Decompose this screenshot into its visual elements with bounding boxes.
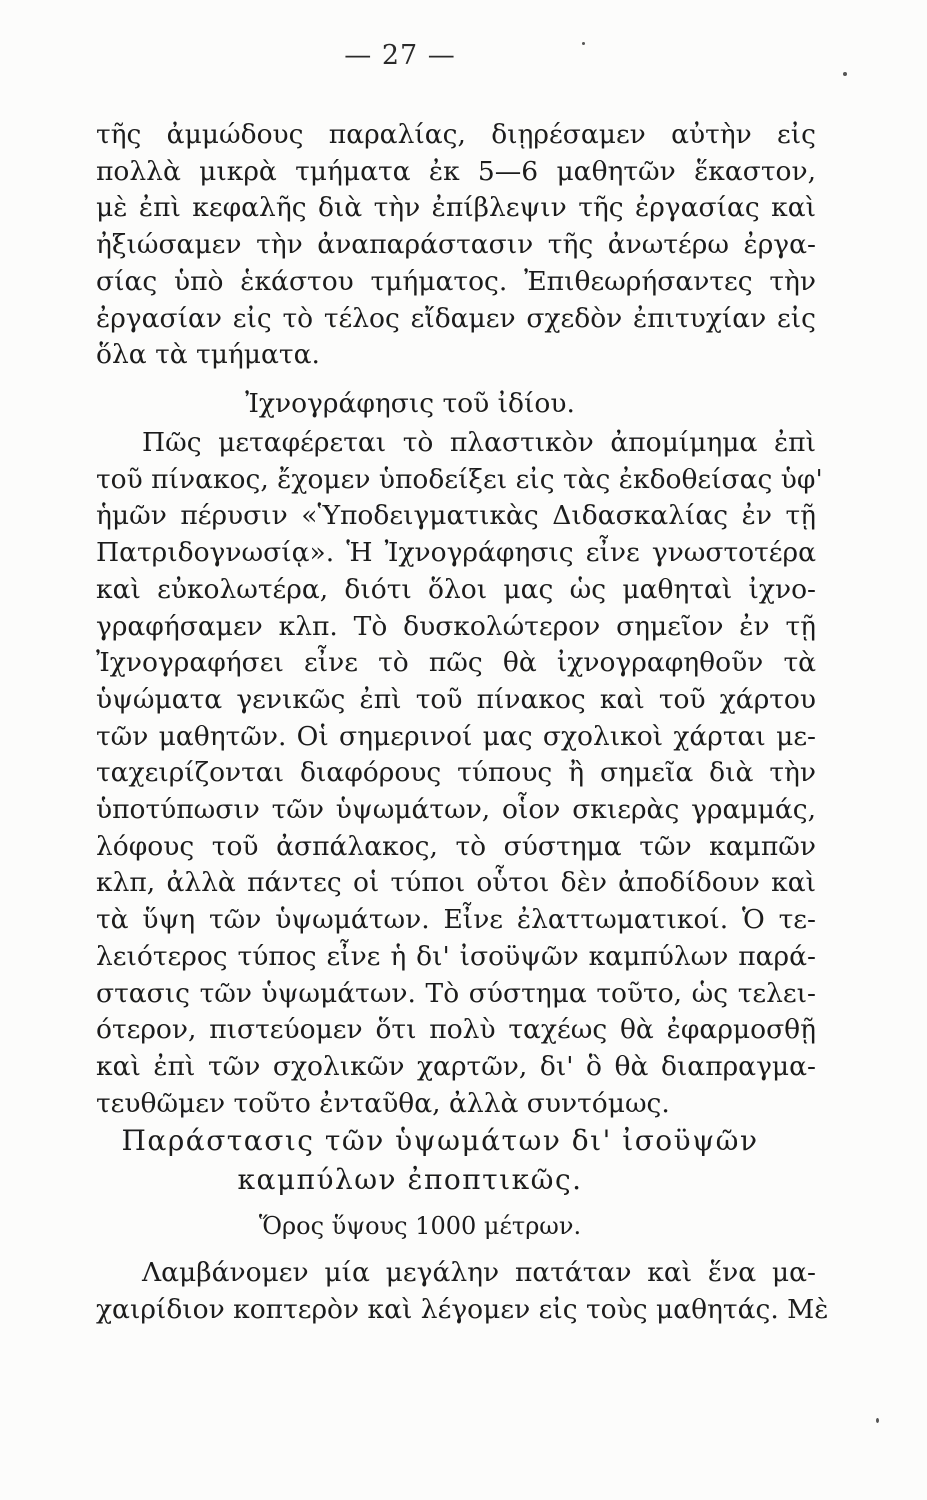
text-line: τευθῶμεν τοῦτο ἐνταῦθα, ἀλλὰ συντόμως. <box>96 1087 670 1119</box>
paragraph-2 <box>96 425 823 1122</box>
text-line: πολλὰ μικρὰ τμήματα ἐκ 5—6 μαθητῶν ἕκαστον, <box>96 155 816 187</box>
text-line: χαιρίδιον κοπτερὸν καὶ λέγομεν εἰς τοὺς μαθητάς. Μὲ <box>96 1293 829 1325</box>
text-line: ὑψώματα γενικῶς ἐπὶ τοῦ πίνακος καὶ τοῦ χάρτου <box>96 683 816 715</box>
text-line: τῶν μαθητῶν. Οἱ σημερινοί μας σχολικοὶ χάρται με- <box>96 720 816 752</box>
page-number: — 27 — <box>344 40 456 71</box>
text-line: ότερον, πιστεύομεν ὅτι πολὺ ταχέως θὰ ἐφαρμοσθῇ <box>96 1014 816 1046</box>
text-line: ἡμῶν πέρυσιν «Ὑποδειγματικὰς Διδασκαλίας ἐν τῇ <box>96 500 816 532</box>
text-line: ταχειρίζονται διαφόρους τύπους ἢ σημεῖα διὰ τὴν <box>96 757 816 789</box>
text-line: λόφους τοῦ ἀσπάλακος, τὸ σύστημα τῶν καμπῶν <box>96 830 816 862</box>
text-line: στασις τῶν ὑψωμάτων. Τὸ σύστημα τοῦτο, ὡς τελει- <box>96 977 816 1009</box>
section-heading-contours-continued: καμπύλων ἐποπτικῶς. <box>237 1163 583 1196</box>
text-line: τοῦ πίνακος, ἔχομεν ὑποδείξει εἰς τὰς ἐκδοθείσας ὑφ' <box>96 463 823 495</box>
text-line: λειότερος τύπος εἶνε ἡ δι' ἰσοϋψῶν καμπύλων παρά- <box>96 940 816 972</box>
text-line: σίας ὑπὸ ἑκάστου τμήματος. Ἐπιθεωρήσαντες τὴν <box>96 265 816 297</box>
text-line: Ἰχνογραφήσει εἶνε τὸ πῶς θὰ ἰχνογραφηθοῦν τὰ <box>96 647 816 679</box>
text-line: ὑποτύπωσιν τῶν ὑψωμάτων, οἷον σκιερὰς γραμμάς, <box>96 794 816 826</box>
text-line: μὲ ἐπὶ κεφαλῆς διὰ τὴν ἐπίβλεψιν τῆς ἐργασίας καὶ <box>96 192 816 224</box>
text-line: Πατριδογνωσίᾳ». Ἡ Ἰχνογράφησις εἶνε γνωστοτέρα <box>96 537 816 569</box>
paragraph-1 <box>96 117 816 374</box>
paper-speck <box>876 1418 879 1423</box>
text-line: καὶ ἐπὶ τῶν σχολικῶν χαρτῶν, δι' ὃ θὰ διαπραγμα- <box>96 1050 816 1082</box>
section-heading-tracing: Ἰχνογράφησις τοῦ ἰδίου. <box>245 388 575 419</box>
section-heading-contours: Παράστασις τῶν ὑψωμάτων δι' ἰσοϋψῶν <box>121 1124 759 1157</box>
text-line: γραφήσαμεν κλπ. Τὸ δυσκολώτερον σημεῖον ἐν τῇ <box>96 610 816 642</box>
paper-speck <box>843 72 847 76</box>
text-line: τῆς ἀμμώδους παραλίας, διῃρέσαμεν αὐτὴν εἰς <box>96 119 816 150</box>
text-line: ὅλα τὰ τμήματα. <box>96 339 320 371</box>
text-line: Πῶς μεταφέρεται τὸ πλαστικὸν ἀπομίμημα ἐπὶ <box>142 427 816 458</box>
subheading-mountain-height: Ὅρος ὕψους 1000 μέτρων. <box>258 1212 582 1240</box>
text-line: ἐργασίαν εἰς τὸ τέλος εἴδαμεν σχεδὸν ἐπιτυχίαν εἰς <box>96 302 816 334</box>
text-line: κλπ, ἀλλὰ πάντες οἱ τύποι οὗτοι δὲν ἀποδίδουν καὶ <box>96 867 816 899</box>
text-line: Λαμβάνομεν μία μεγάλην πατάταν καὶ ἕνα μα- <box>142 1257 816 1288</box>
text-line: ἠξιώσαμεν τὴν ἀναπαράστασιν τῆς ἀνωτέρω ἐργα- <box>96 229 816 261</box>
paragraph-3 <box>96 1255 829 1328</box>
text-line: καὶ εὐκολωτέρα, διότι ὅλοι μας ὡς μαθηταὶ ἰχνο- <box>96 573 816 605</box>
text-line: τὰ ὕψη τῶν ὑψωμάτων. Εἶνε ἐλαττωματικοί. Ὁ τε- <box>96 904 816 936</box>
paper-speck <box>582 42 585 45</box>
